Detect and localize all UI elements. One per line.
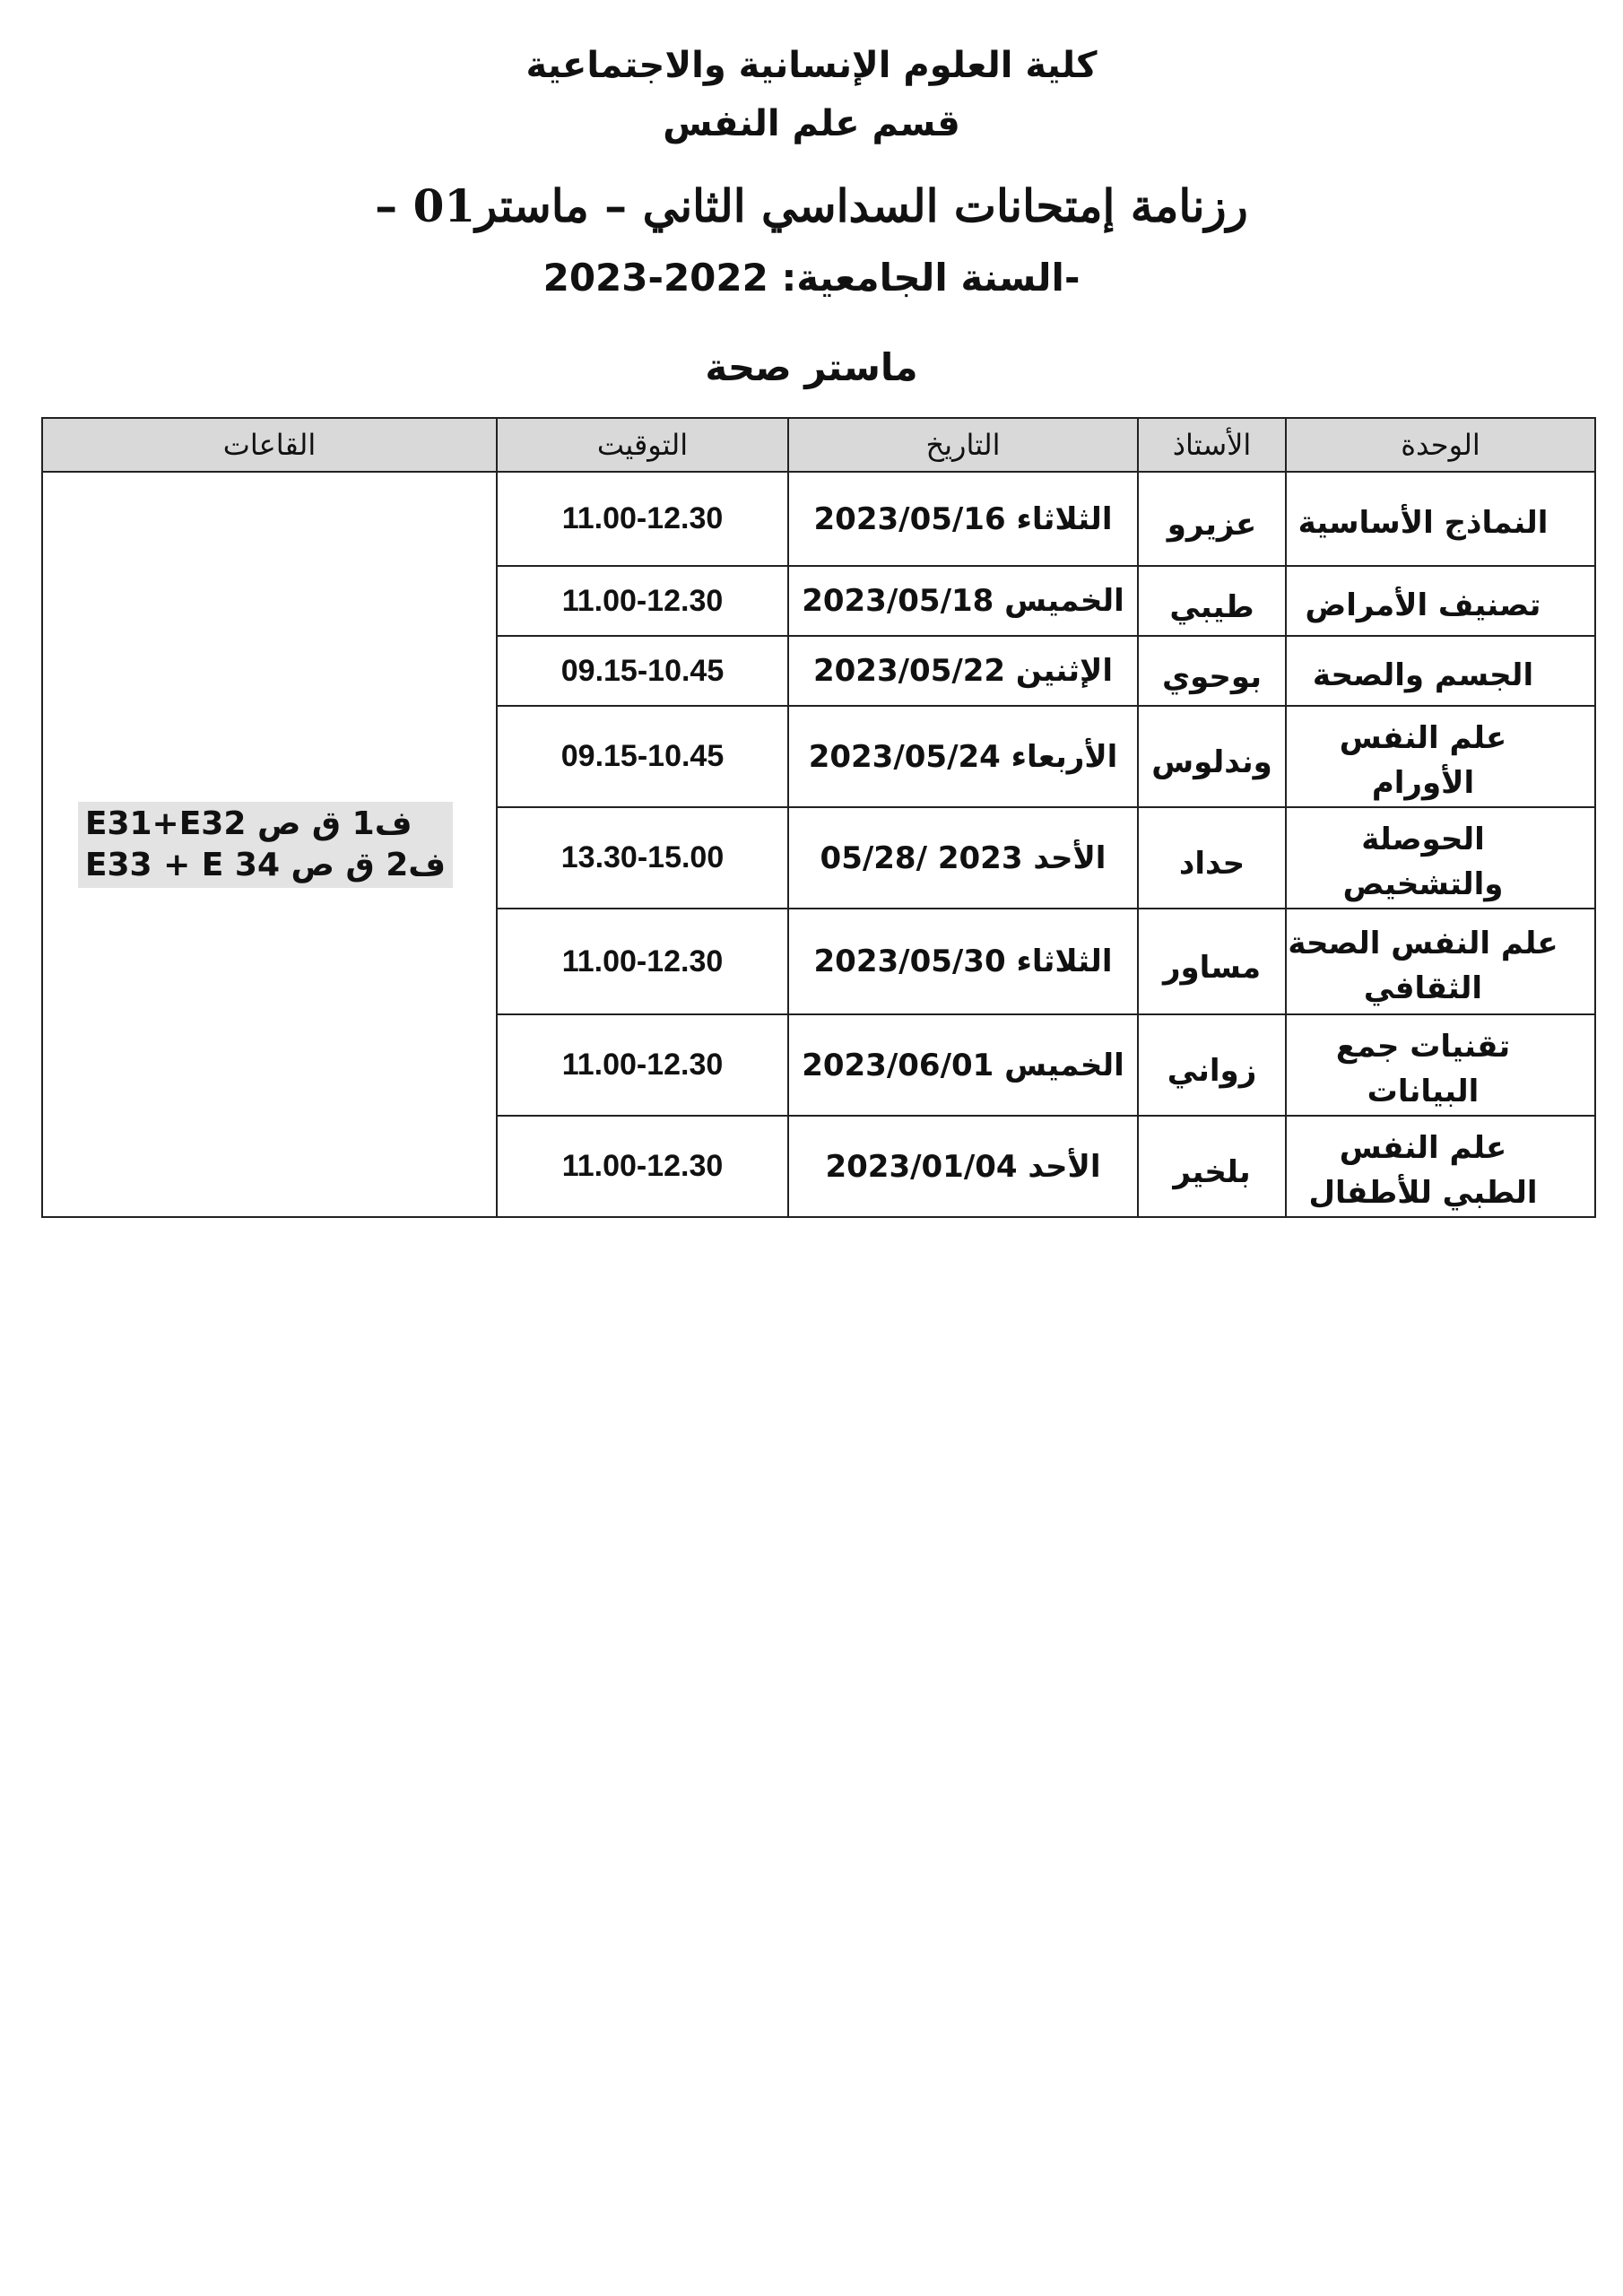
professor-cell: بوحوي [1138, 636, 1286, 706]
professor-cell: عزيرو [1138, 472, 1286, 566]
academic-year: -السنة الجامعية: 2022-2023 [542, 256, 1081, 300]
date-cell: الثلاثاء 2023/05/30 [788, 909, 1138, 1014]
header-professor: الأستاذ [1138, 418, 1286, 472]
table-header-row [42, 418, 1595, 472]
date-cell: الخميس 2023/05/18 [788, 566, 1138, 636]
specialty-name: ماستر صحة [705, 345, 918, 389]
time-cell: 11.00-12.30 [497, 909, 788, 1014]
time-cell: 11.00-12.30 [497, 566, 788, 636]
time-cell: 11.00-12.30 [497, 1116, 788, 1217]
professor-cell: مساور [1138, 909, 1286, 1014]
rooms-line-2: ف2 ق ص E33 + E 34 [84, 846, 447, 883]
date-cell: الإثنين 2023/05/22 [788, 636, 1138, 706]
table-row [42, 472, 1595, 566]
date-cell: الأحد 2023 /05/28 [788, 807, 1138, 909]
department-name: قسم علم النفس [663, 103, 960, 144]
unit-cell: الجسم والصحة [1286, 636, 1595, 706]
date-cell: الثلاثاء 2023/05/16 [788, 472, 1138, 566]
unit-cell: علم النفس الأورام [1286, 706, 1595, 807]
rooms-cell [42, 472, 497, 1217]
unit-cell: الحوصلة والتشخيص [1286, 807, 1595, 909]
header-rooms: القاعات [42, 418, 497, 472]
professor-cell: زواني [1138, 1014, 1286, 1116]
professor-cell: وندلوس [1138, 706, 1286, 807]
unit-cell: علم النفس الطبي للأطفال [1286, 1116, 1595, 1217]
unit-cell: تقنيات جمع البيانات [1286, 1014, 1595, 1116]
time-cell: 09.15-10.45 [497, 636, 788, 706]
unit-cell: علم النفس الصحة الثقافي [1286, 909, 1595, 1014]
date-cell: الخميس 2023/06/01 [788, 1014, 1138, 1116]
header-date: التاريخ [788, 418, 1138, 472]
header-unit: الوحدة [1286, 418, 1595, 472]
time-cell: 11.00-12.30 [497, 472, 788, 566]
time-cell: 13.30-15.00 [497, 807, 788, 909]
rooms-line-1: ف1 ق ص E31+E32 [84, 804, 412, 842]
time-cell: 11.00-12.30 [497, 1014, 788, 1116]
unit-cell: تصنيف الأمراض [1286, 566, 1595, 636]
professor-cell: طيبي [1138, 566, 1286, 636]
professor-cell: بلخير [1138, 1116, 1286, 1217]
header-time: التوقيت [497, 418, 788, 472]
date-cell: الأحد 2023/01/04 [788, 1116, 1138, 1217]
professor-cell: حداد [1138, 807, 1286, 909]
date-cell: الأربعاء 2023/05/24 [788, 706, 1138, 807]
faculty-name: كلية العلوم الإنسانية والاجتماعية [525, 45, 1098, 86]
rooms-box [78, 802, 453, 888]
time-cell: 09.15-10.45 [497, 706, 788, 807]
exam-schedule-table [41, 417, 1596, 1218]
unit-cell: النماذج الأساسية [1286, 472, 1595, 566]
document-title: رزنامة إمتحانات السداسي الثاني – ماستر01 – [375, 179, 1248, 232]
